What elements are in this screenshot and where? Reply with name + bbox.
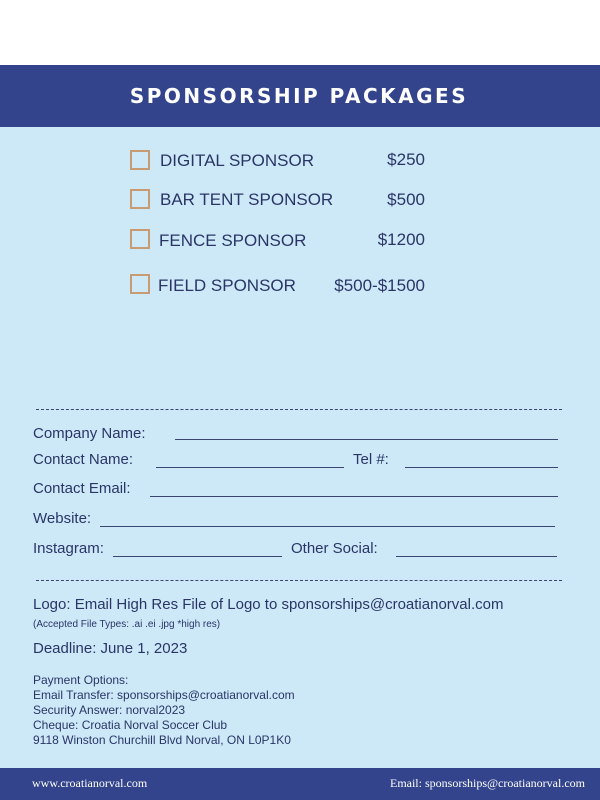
dashed-divider <box>36 580 562 581</box>
package-row-bar-tent <box>0 185 600 215</box>
contact-name-field[interactable] <box>156 467 344 468</box>
footer-website-link[interactable]: www.croatianorval.com <box>32 776 148 790</box>
website-field[interactable] <box>100 526 555 527</box>
tel-field[interactable] <box>405 467 558 468</box>
digital-sponsor-checkbox[interactable] <box>130 150 150 170</box>
payment-line-email-transfer: Email Transfer: sponsorships@croatianorval.com <box>33 688 295 702</box>
footer-email-link[interactable]: Email: sponsorships@croatianorval.com <box>389 776 585 790</box>
other-social-label: Other Social: <box>291 540 378 557</box>
payment-options-heading: Payment Options: <box>33 673 129 687</box>
company-name-label: Company Name: <box>33 425 146 442</box>
contact-email-field[interactable] <box>150 496 558 497</box>
company-name-field[interactable] <box>175 439 558 440</box>
instagram-label: Instagram: <box>33 540 104 557</box>
other-social-field[interactable] <box>396 556 557 557</box>
package-name: FENCE SPONSOR <box>159 231 307 250</box>
fence-sponsor-checkbox[interactable] <box>130 229 150 249</box>
bar-tent-sponsor-checkbox[interactable] <box>130 189 150 209</box>
package-row-digital <box>0 146 600 176</box>
footer-bar <box>0 768 600 800</box>
dashed-divider <box>36 409 562 410</box>
tel-label: Tel #: <box>353 451 389 468</box>
page-title: SPONSORSHIP PACKAGES <box>129 84 469 108</box>
instagram-field[interactable] <box>113 556 282 557</box>
logo-instruction: Logo: Email High Res File of Logo to sponsorships@croatianorval.com <box>33 596 504 613</box>
package-row-field <box>0 271 600 301</box>
contact-name-label: Contact Name: <box>33 451 134 468</box>
package-name: FIELD SPONSOR <box>158 276 296 295</box>
package-name: DIGITAL SPONSOR <box>160 151 314 170</box>
payment-line-security-answer: Security Answer: norval2023 <box>33 703 186 717</box>
field-sponsor-checkbox[interactable] <box>130 274 150 294</box>
website-label: Website: <box>33 510 92 527</box>
package-price: $1200 <box>377 230 425 249</box>
payment-line-cheque: Cheque: Croatia Norval Soccer Club <box>33 718 228 732</box>
package-price: $500 <box>387 190 425 209</box>
package-name: BAR TENT SPONSOR <box>160 190 334 209</box>
payment-line-address: 9118 Winston Churchill Blvd Norval, ON L0P1K0 <box>33 733 291 747</box>
contact-email-label: Contact Email: <box>33 480 131 497</box>
package-price: $500-$1500 <box>334 276 425 295</box>
package-price: $250 <box>387 150 425 169</box>
accepted-file-types: (Accepted File Types: .ai .ei .jpg *high res) <box>33 619 221 630</box>
deadline: Deadline: June 1, 2023 <box>33 640 188 657</box>
header-banner <box>0 65 600 127</box>
package-row-fence <box>0 226 600 256</box>
